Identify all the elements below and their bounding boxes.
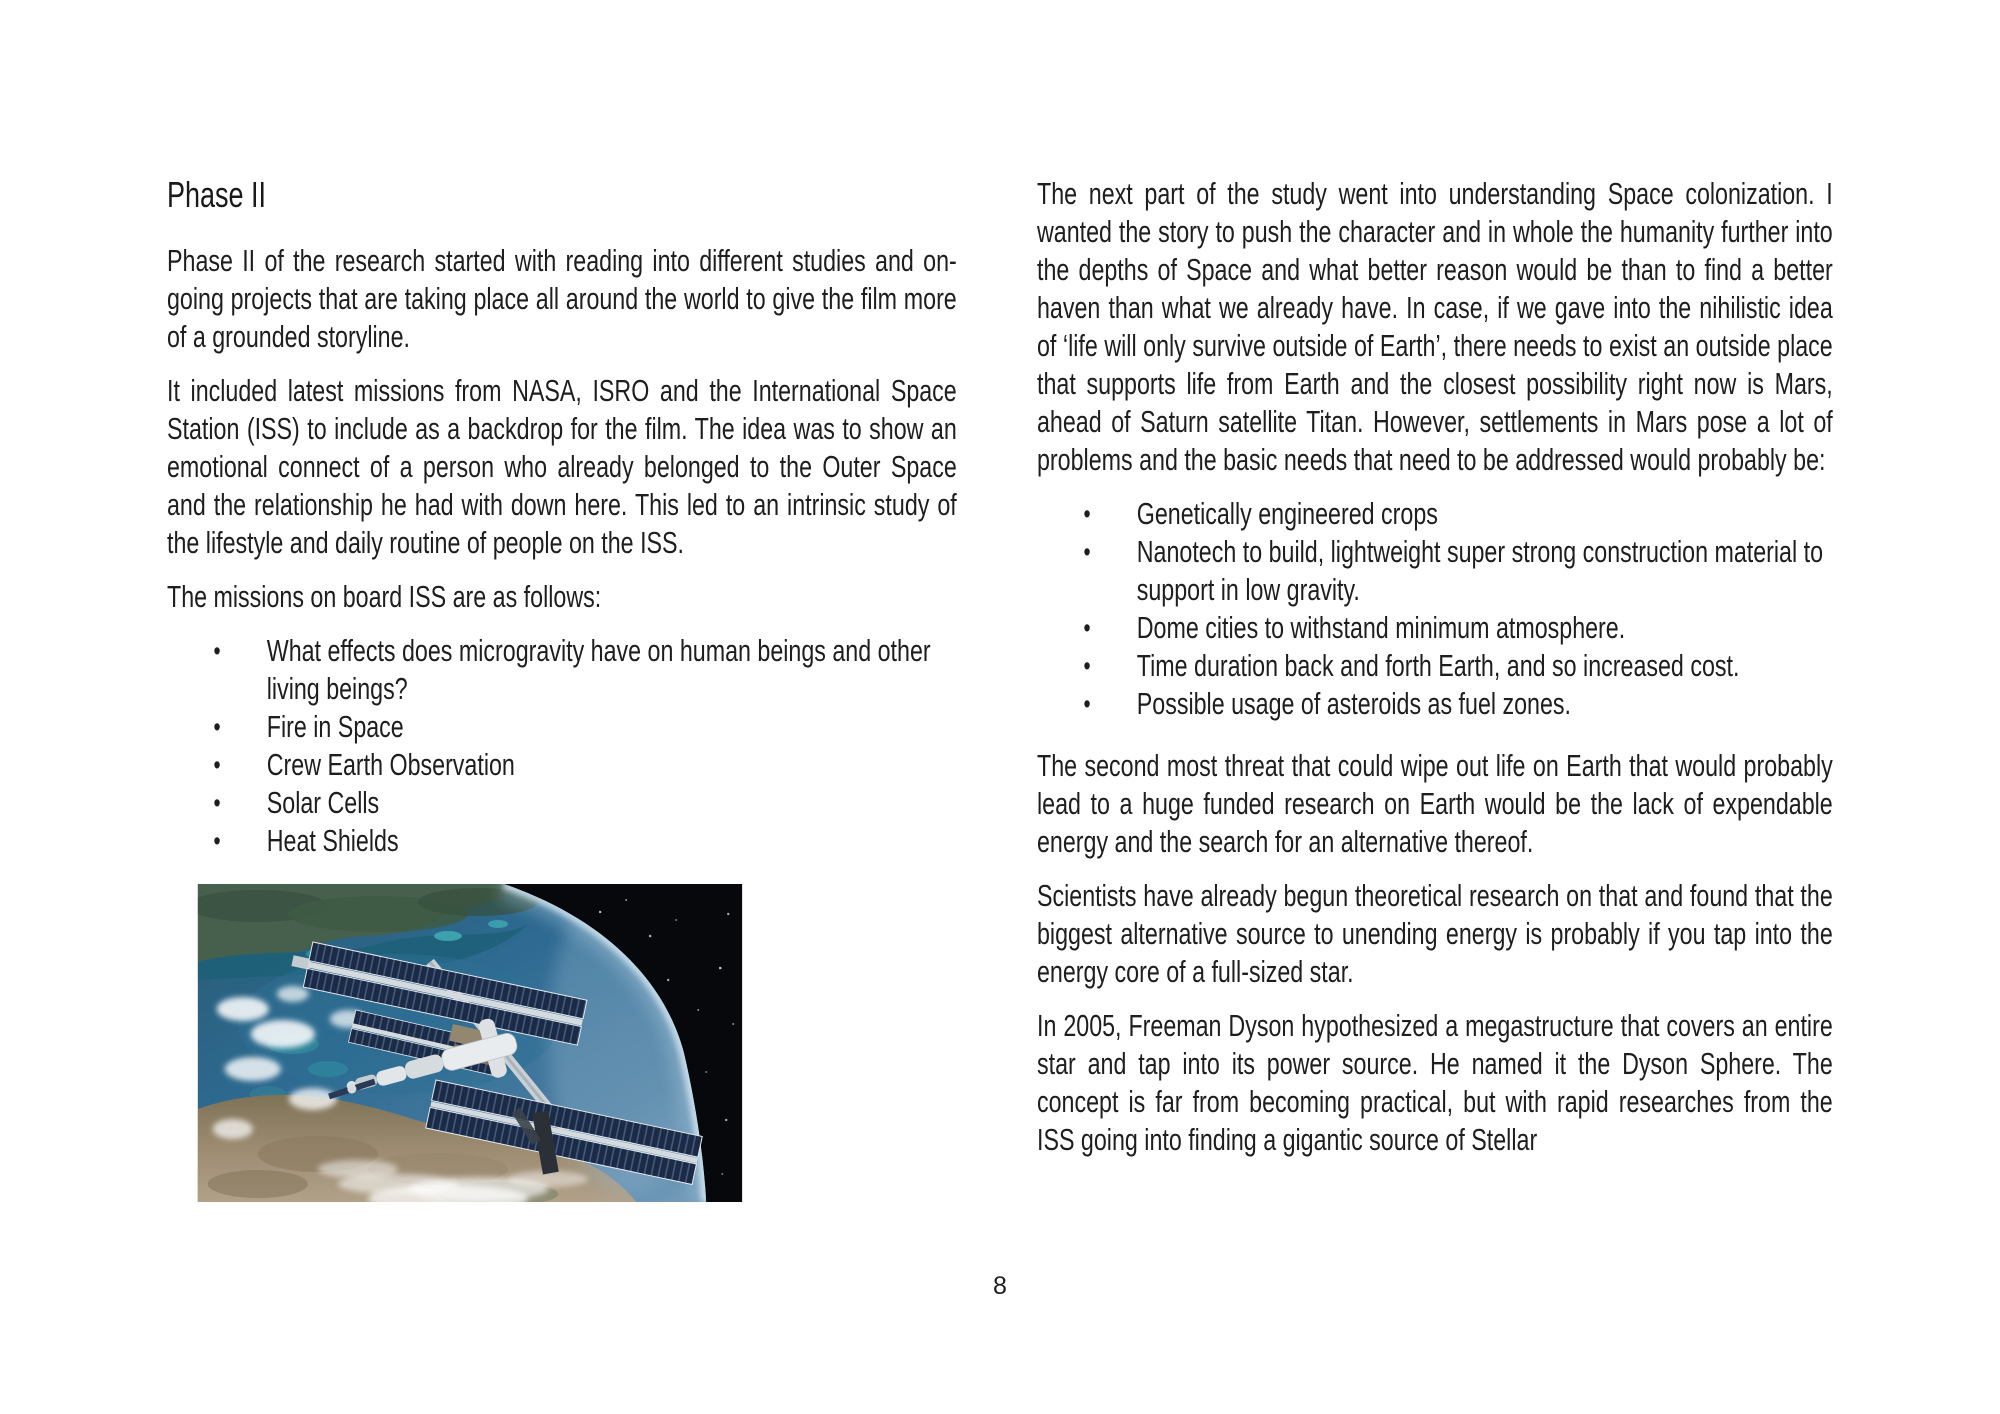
paragraph: The second most threat that could wipe out life on Earth that would probably lead to a huge funded research on Earth would be the lack of expendable energy and the search for an alternative thereof. bbox=[1037, 748, 1833, 859]
iss-earth-photo-graphic bbox=[198, 884, 743, 1202]
missions-list bbox=[167, 632, 957, 860]
list-item: • Genetically engineered crops bbox=[1037, 495, 1833, 533]
paragraph: The missions on board ISS are as follows: bbox=[167, 579, 602, 614]
paragraph: It included latest missions from NASA, ISRO and the International Space Station (ISS) to include as a backdrop for the film. The idea was to show an emotional connect of a person who already belonged to the Outer Space and the relationship he had with down here. This led to an intrinsic study of the lifestyle and daily routine of people on the ISS. bbox=[167, 373, 957, 560]
paragraph: The next part of the study went into understanding Space colonization. I wanted the story to push the character and in whole the humanity further into the depths of Space and what better reason would be than to find a better haven than what we already have. In case, if we gave into the nihilistic idea of ‘life will only survive outside of Earth’, there needs to exist an outside place that supports life from Earth and the closest possibility right now is Mars, ahead of Saturn satellite Titan. However, settlements in Mars pose a lot of problems and the basic needs that need to be addressed would probably be: bbox=[1037, 176, 1833, 477]
list-item: • Solar Cells bbox=[167, 784, 957, 822]
list-item: • Heat Shields bbox=[167, 822, 957, 860]
list-item: • Time duration back and forth Earth, and so increased cost. bbox=[1037, 647, 1833, 685]
list-item: • Nanotech to build, lightweight super strong construction material to support in low gravity. bbox=[1037, 533, 1833, 609]
mars-needs-list bbox=[1037, 495, 1833, 723]
iss-earth-photo bbox=[198, 884, 743, 1202]
list-item: • Possible usage of asteroids as fuel zones. bbox=[1037, 685, 1833, 723]
list-item: • Fire in Space bbox=[167, 708, 957, 746]
list-item: • What effects does microgravity have on human beings and other living beings? bbox=[167, 632, 957, 708]
paragraph: Phase II of the research started with reading into different studies and on-going projects that are taking place all around the world to give the film more of a grounded storyline. bbox=[167, 243, 957, 354]
list-item: • Dome cities to withstand minimum atmosphere. bbox=[1037, 609, 1833, 647]
page-number: 8 bbox=[993, 1272, 1007, 1300]
list-item: • Crew Earth Observation bbox=[167, 746, 957, 784]
section-heading: Phase II bbox=[167, 174, 267, 215]
paragraph: Scientists have already begun theoretical research on that and found that the biggest alternative source to unending energy is probably if you tap into the energy core of a full-sized star. bbox=[1037, 878, 1833, 989]
paragraph: In 2005, Freeman Dyson hypothesized a megastructure that covers an entire star and tap into its power source. He named it the Dyson Sphere. The concept is far from becoming practical, but with rapid researches from the ISS going into finding a gigantic source of Stellar bbox=[1037, 1008, 1833, 1157]
right-column bbox=[1037, 175, 1833, 1175]
left-column bbox=[167, 175, 957, 1202]
